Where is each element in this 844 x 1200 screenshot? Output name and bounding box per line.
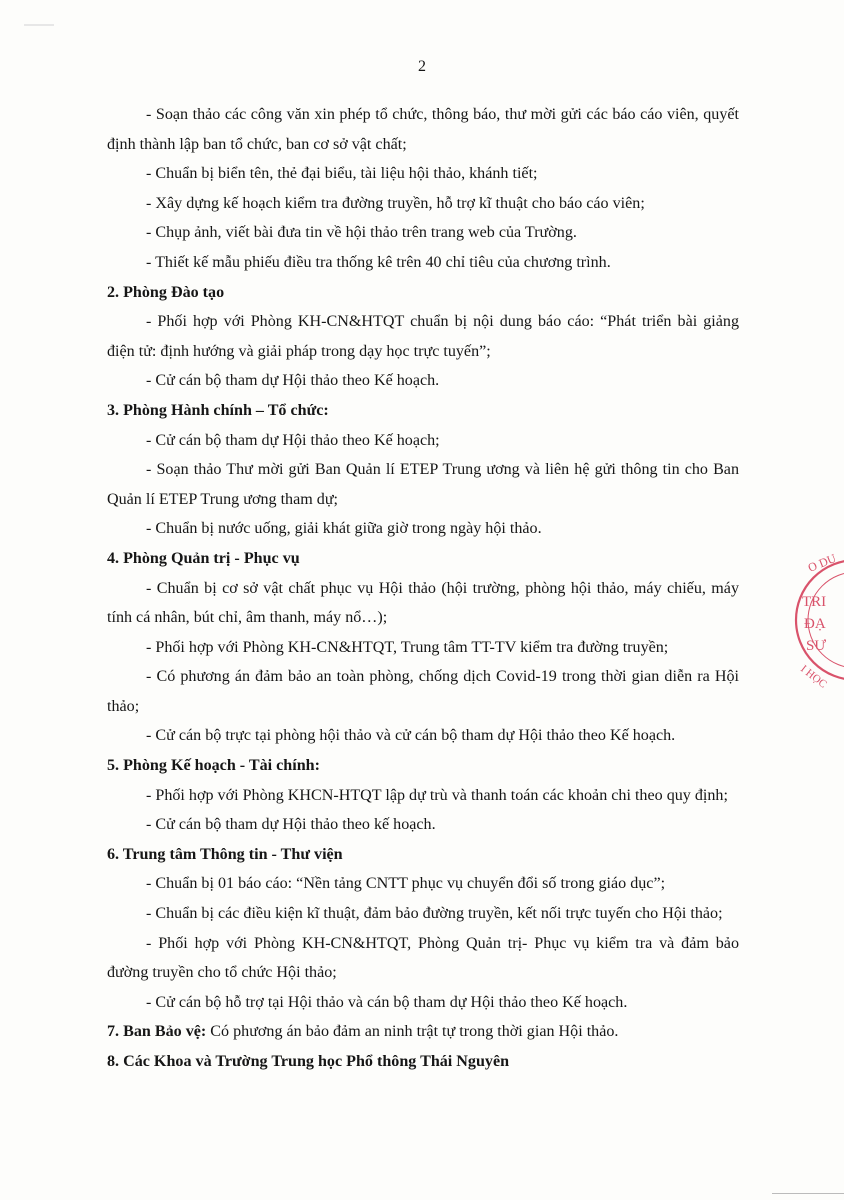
seal-arc-top: O DỤ xyxy=(805,550,839,575)
body-paragraph: - Có phương án đảm bảo an toàn phòng, chống dịch Covid-19 trong thời gian diễn ra Hội thảo; xyxy=(107,668,739,715)
body-paragraph: - Cử cán bộ hỗ trợ tại Hội thảo và cán bộ tham dự Hội thảo theo Kế hoạch. xyxy=(146,993,628,1011)
section-heading: 3. Phòng Hành chính – Tổ chức: xyxy=(107,401,329,419)
section-text: Có phương án bảo đảm an ninh trật tự trong thời gian Hội thảo. xyxy=(206,1023,619,1041)
body-paragraph: - Phối hợp với Phòng KH-CN&HTQT, Trung tâm TT-TV kiểm tra đường truyền; xyxy=(146,638,669,656)
section-heading: 6. Trung tâm Thông tin - Thư viện xyxy=(107,845,343,863)
seal-line-2: ĐẠ xyxy=(804,616,826,632)
seal-line-1: TRI xyxy=(802,594,827,610)
document-body xyxy=(107,100,739,1077)
body-paragraph: - Xây dựng kế hoạch kiểm tra đường truyền, hỗ trợ kĩ thuật cho báo cáo viên; xyxy=(146,194,645,212)
body-paragraph: - Cử cán bộ tham dự Hội thảo theo kế hoạch. xyxy=(146,816,436,834)
seal-arc-bottom: I HỌC xyxy=(798,662,829,691)
official-seal xyxy=(790,548,844,698)
body-paragraph: - Chuẩn bị biển tên, thẻ đại biểu, tài liệu hội thảo, khánh tiết; xyxy=(146,165,538,183)
body-paragraph: - Phối hợp với Phòng KH-CN&HTQT chuẩn bị nội dung báo cáo: “Phát triển bài giảng điện tử: định hướng và giải pháp trong dạy học trực tuyến”; xyxy=(107,313,739,360)
body-paragraph: - Cử cán bộ tham dự Hội thảo theo Kế hoạch. xyxy=(146,372,440,390)
body-paragraph: - Chuẩn bị nước uống, giải khát giữa giờ trong ngày hội thảo. xyxy=(146,520,542,538)
body-paragraph: - Chuẩn bị 01 báo cáo: “Nền tảng CNTT phục vụ chuyển đổi số trong giáo dục”; xyxy=(146,875,666,893)
section-heading: 8. Các Khoa và Trường Trung học Phổ thông Thái Nguyên xyxy=(107,1053,510,1070)
scan-mark xyxy=(24,24,54,26)
body-paragraph: - Phối hợp với Phòng KH-CN&HTQT, Phòng Quản trị- Phục vụ kiểm tra và đảm bảo đường truyền cho tổ chức Hội thảo; xyxy=(107,934,739,982)
body-paragraph: - Cử cán bộ tham dự Hội thảo theo Kế hoạch; xyxy=(146,431,440,449)
body-paragraph: - Chuẩn bị cơ sở vật chất phục vụ Hội thảo (hội trường, phòng hội thảo, máy chiếu, máy tính cá nhân, bút chỉ, âm thanh, máy nổ…); xyxy=(107,579,739,627)
body-paragraph: - Phối hợp với Phòng KHCN-HTQT lập dự trù và thanh toán các khoản chi theo quy định; xyxy=(146,786,728,804)
seal-line-3: SƯ xyxy=(806,638,826,654)
section-heading: 5. Phòng Kế hoạch - Tài chính: xyxy=(107,757,320,775)
body-paragraph: - Soạn thảo Thư mời gửi Ban Quản lí ETEP Trung ương và liên hệ gửi thông tin cho Ban Quản lí ETEP Trung ương tham dự; xyxy=(107,461,739,508)
body-paragraph: - Chụp ảnh, viết bài đưa tin về hội thảo trên trang web của Trường. xyxy=(146,224,577,242)
body-paragraph: - Chuẩn bị các điều kiện kĩ thuật, đảm bảo đường truyền, kết nối trực tuyến cho Hội thảo; xyxy=(146,905,723,923)
scan-edge-line xyxy=(772,1193,844,1194)
section-paragraph xyxy=(107,1017,739,1047)
body-paragraph: - Soạn thảo các công văn xin phép tổ chức, thông báo, thư mời gửi các báo cáo viên, quyết định thành lập ban tổ chức, ban cơ sở vật chất; xyxy=(107,106,739,153)
section-heading-inline: 7. Ban Bảo vệ: xyxy=(107,1023,207,1041)
section-heading: 4. Phòng Quản trị - Phục vụ xyxy=(107,549,300,567)
section-heading: 2. Phòng Đào tạo xyxy=(107,283,225,301)
body-paragraph: - Thiết kế mẫu phiếu điều tra thống kê trên 40 chỉ tiêu của chương trình. xyxy=(146,253,611,271)
body-paragraph: - Cử cán bộ trực tại phòng hội thảo và cử cán bộ tham dự Hội thảo theo Kế hoạch. xyxy=(146,727,676,745)
page-number: 2 xyxy=(418,58,426,75)
